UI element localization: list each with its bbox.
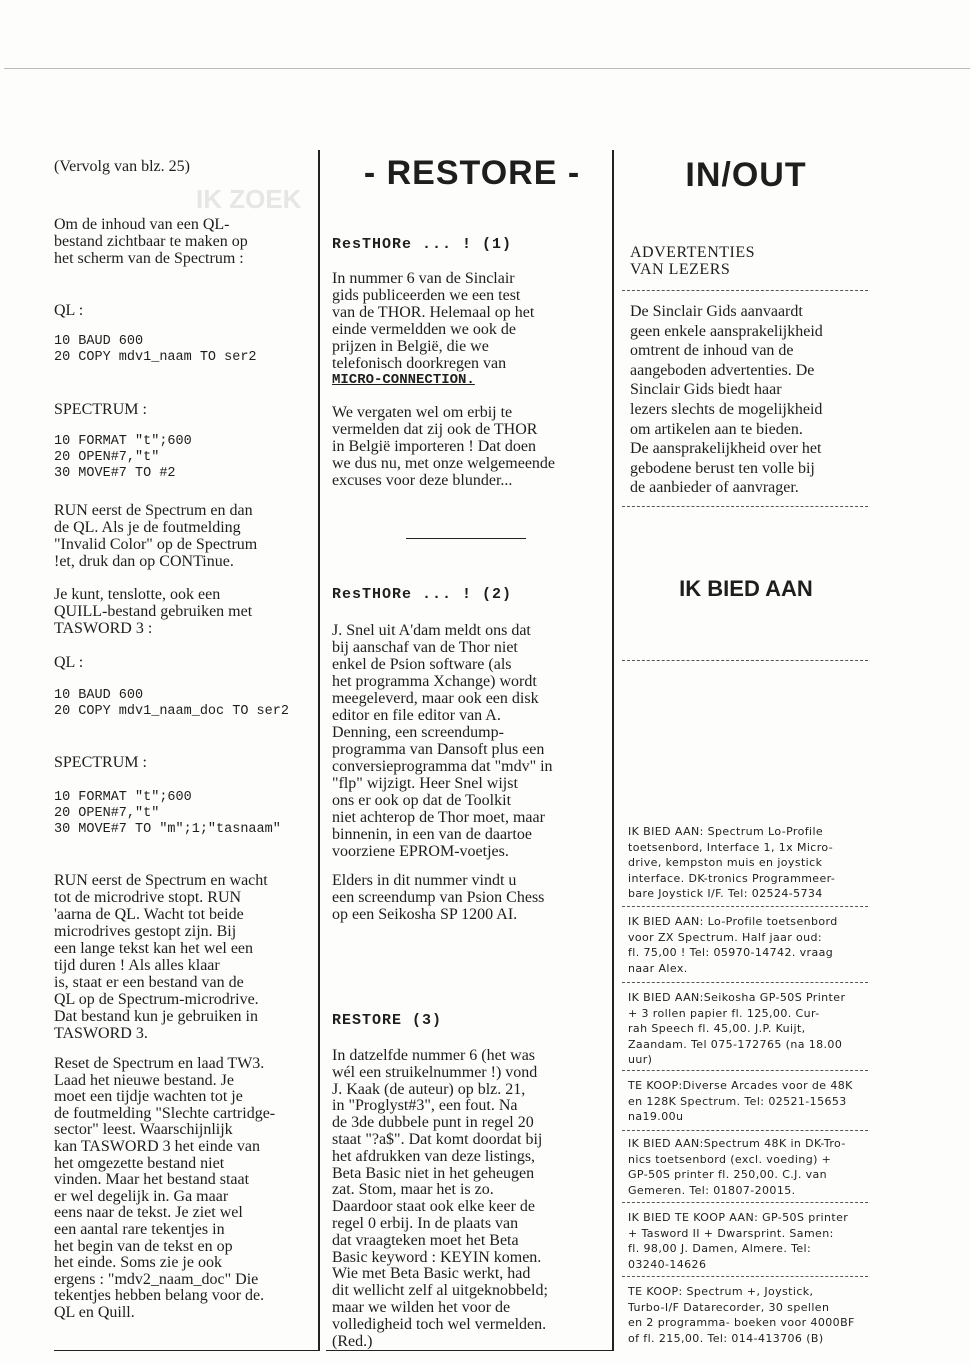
article-heading-3: RESTORE (3) [332,1012,443,1029]
disclaimer-paragraph: De Sinclair Gids aanvaardt geen enkele aansprakelijkheid omtrent de inhoud van de aangeboden advertenties. De Sinclair Gids biedt haar lezers slechts de mogelijkheid om artikelen aan te bieden. De aansprakelijkheid over het gebodene berust ten volle bij de aanbieder of aanvrager. [630,303,823,497]
company-name: MICRO-CONNECTION. [332,372,475,388]
quill-paragraph: Je kunt, tenslotte, ook een QUILL-bestand gebruiken met TASWORD 3 : [54,586,253,637]
classified-ad: IK BIED AAN: Lo-Profile toetsenbord voor ZX Spectrum. Half jaar oud: fl. 75,00 ! Tel: 05970-14742. vraag naar Alex. [628,915,838,975]
classified-ad: IK BIED AAN:Spectrum 48K in DK-Tro- nics toetsenbord (excl. voeding) + GP-50S printer fl. 250,00. C.J. van Gemeren. Tel: 01807-20015. [628,1137,846,1197]
classifieds-subtitle: ADVERTENTIES VAN LEZERS [630,244,756,278]
reset-paragraph: Reset de Spectrum en laad TW3. Laad het nieuwe bestand. Je moet een tijdje wachten tot je de foutmelding "Slechte cartridge- sector" leest. Waarschijnlijk kan TASWORD 3 het einde van het omgezette bestand niet vinden. Maar het bestand staat er wel degelijk in. Ga maar eens naar de tekst. Je ziet wel een aantal rare tekentjes in het begin van de tekst en op het einde. Soms zie je ook ergens : "mdv2_naam_doc" Die tekentjes hebben belang voor de. QL en Quill. [54,1055,276,1321]
column-rule [612,150,614,1351]
restore-title: - RESTORE - [363,154,581,192]
dashed-divider [622,982,868,983]
dashed-divider [622,1276,868,1277]
dashed-divider [622,1070,868,1071]
ql-label: QL : [54,302,84,319]
spectrum-code-block: 10 FORMAT "t";600 20 OPEN#7,"t" 30 MOVE#7 TO #2 [54,434,192,481]
bleed-through-heading: IK ZOEK [196,184,302,214]
dashed-divider [622,290,868,291]
article-heading-2: ResTHORe ... ! (2) [332,586,513,603]
run-wait-paragraph: RUN eerst de Spectrum en wacht tot de microdrive stopt. RUN 'aarna de QL. Wacht tot beide microdrives gestopt zijn. Bij een lange tekst kan het wel een tijd duren ! Als alles klaar is, staat er een bestand van de QL op de Spectrum-microdrive. Dat bestand kun je gebruiken in TASWORD 3. [54,872,268,1042]
article-3-paragraph: In datzelfde nummer 6 (het was wél een struikelnummer !) vond J. Kaak (de auteur) op blz. 21, in "Proglyst#3", een fout. Na de 3de dubbele punt in regel 20 staat "?a$". Dat komt doordat bij het afdrukken van deze listings, Beta Basic niet in het geheugen zat. Stom, maar het is zo. Daardoor staat ook elke keer de regel 0 erbij. In de plaats van dat vraagteken moet het Beta Basic keyword : KEYIN komen. Wie met Beta Basic werkt, had dit wellicht zelf al uitgeknobbeld; maar we wilden het voor de volledigheid toch wel vermelden. (Red.) [332,1047,548,1350]
classified-ad: IK BIED AAN: Spectrum Lo-Profile toetsenbord, Interface 1, 1x Micro- drive, kempston muis en joystick interface. DK-tronics Programmeer- bare Joystick I/F. Tel: 02524-5734 [628,825,836,900]
article-2-note: Elders in dit nummer vindt u een screendump van Psion Chess op een Seikosha SP 1200 AI. [332,872,545,923]
dashed-divider [622,660,868,661]
dashed-divider [622,1130,868,1131]
spectrum-label: SPECTRUM : [54,401,147,418]
classified-ad: TE KOOP:Diverse Arcades voor de 48K en 128K Spectrum. Tel: 02521-15653 na19.00u [628,1079,853,1123]
ql-code-block: 10 BAUD 600 20 COPY mdv1_naam TO ser2 [54,334,257,365]
article-1-paragraph: In nummer 6 van de Sinclair gids publiceerden we een test van de THOR. Helemaal op het einde vermeldden we ook de prijzen in België, die we telefonisch doorkregen van [332,270,535,372]
inout-title: IN/OUT [685,156,807,194]
classified-ad: IK BIED AAN:Seikosha GP-50S Printer + 3 rollen papier fl. 125,00. Cur- rah Speech fl. 45,00. J.P. Kuijt, Zaandam. Tel 075-172765 (na 18.00 uur) [628,991,846,1066]
column-rule [318,150,320,1351]
section-heading-offers: IK BIED AAN [679,576,813,601]
run-instructions: RUN eerst de Spectrum en dan de QL. Als je de foutmelding "Invalid Color" op de Spectrum !et, druk dan op CONTinue. [54,502,258,570]
classified-ad: IK BIED TE KOOP AAN: GP-50S printer + Tasword II + Dwarsprint. Samen: fl. 98,00 J. Damen, Almere. Tel: 03240-14626 [628,1211,849,1271]
continued-note: (Vervolg van blz. 25) [54,158,190,175]
ql-code-block: 10 BAUD 600 20 COPY mdv1_naam_doc TO ser2 [54,688,289,719]
page-top-border [4,68,970,69]
intro-paragraph: Om de inhoud van een QL- bestand zichtbaar te maken op het scherm van de Spectrum : [54,216,248,267]
classified-ad: TE KOOP: Spectrum +, Joystick, Turbo-I/F Datarecorder, 30 spellen en 2 programma- boeken voor 4000BF of fl. 215,00. Tel: 014-413706 (B) [628,1285,855,1345]
dashed-divider [622,1202,868,1203]
article-2-paragraph: J. Snel uit A'dam meldt ons dat bij aanschaf van de Thor niet enkel de Psion software (als het programma Xchange) wordt meegeleverd, maar ook een disk editor en file editor van A. Denning, een screendump- programma van Dansoft plus een conversieprogramma dat "mdv" in "flp" wijzigt. Heer Snel wijst ons er ook op dat de Toolkit niet achterop de Thor moet, maar binnenin, in een van de daartoe voorziene EPROM-voetjes. [332,622,553,860]
dashed-divider [622,506,868,507]
spectrum-label: SPECTRUM : [54,754,147,771]
spectrum-code-block: 10 FORMAT "t";600 20 OPEN#7,"t" 30 MOVE#7 TO "m";1;"tasnaam" [54,790,281,837]
column-bottom-rule [54,1350,320,1351]
ql-label: QL : [54,654,84,671]
section-divider [406,538,526,539]
article-heading-1: ResTHORe ... ! (1) [332,236,513,253]
dashed-divider [622,906,868,907]
article-1-correction: We vergaten wel om erbij te vermelden dat zij ook de THOR in België importeren ! Dat doen we dus nu, met onze welgemeende excuses voor deze blunder... [332,404,556,489]
